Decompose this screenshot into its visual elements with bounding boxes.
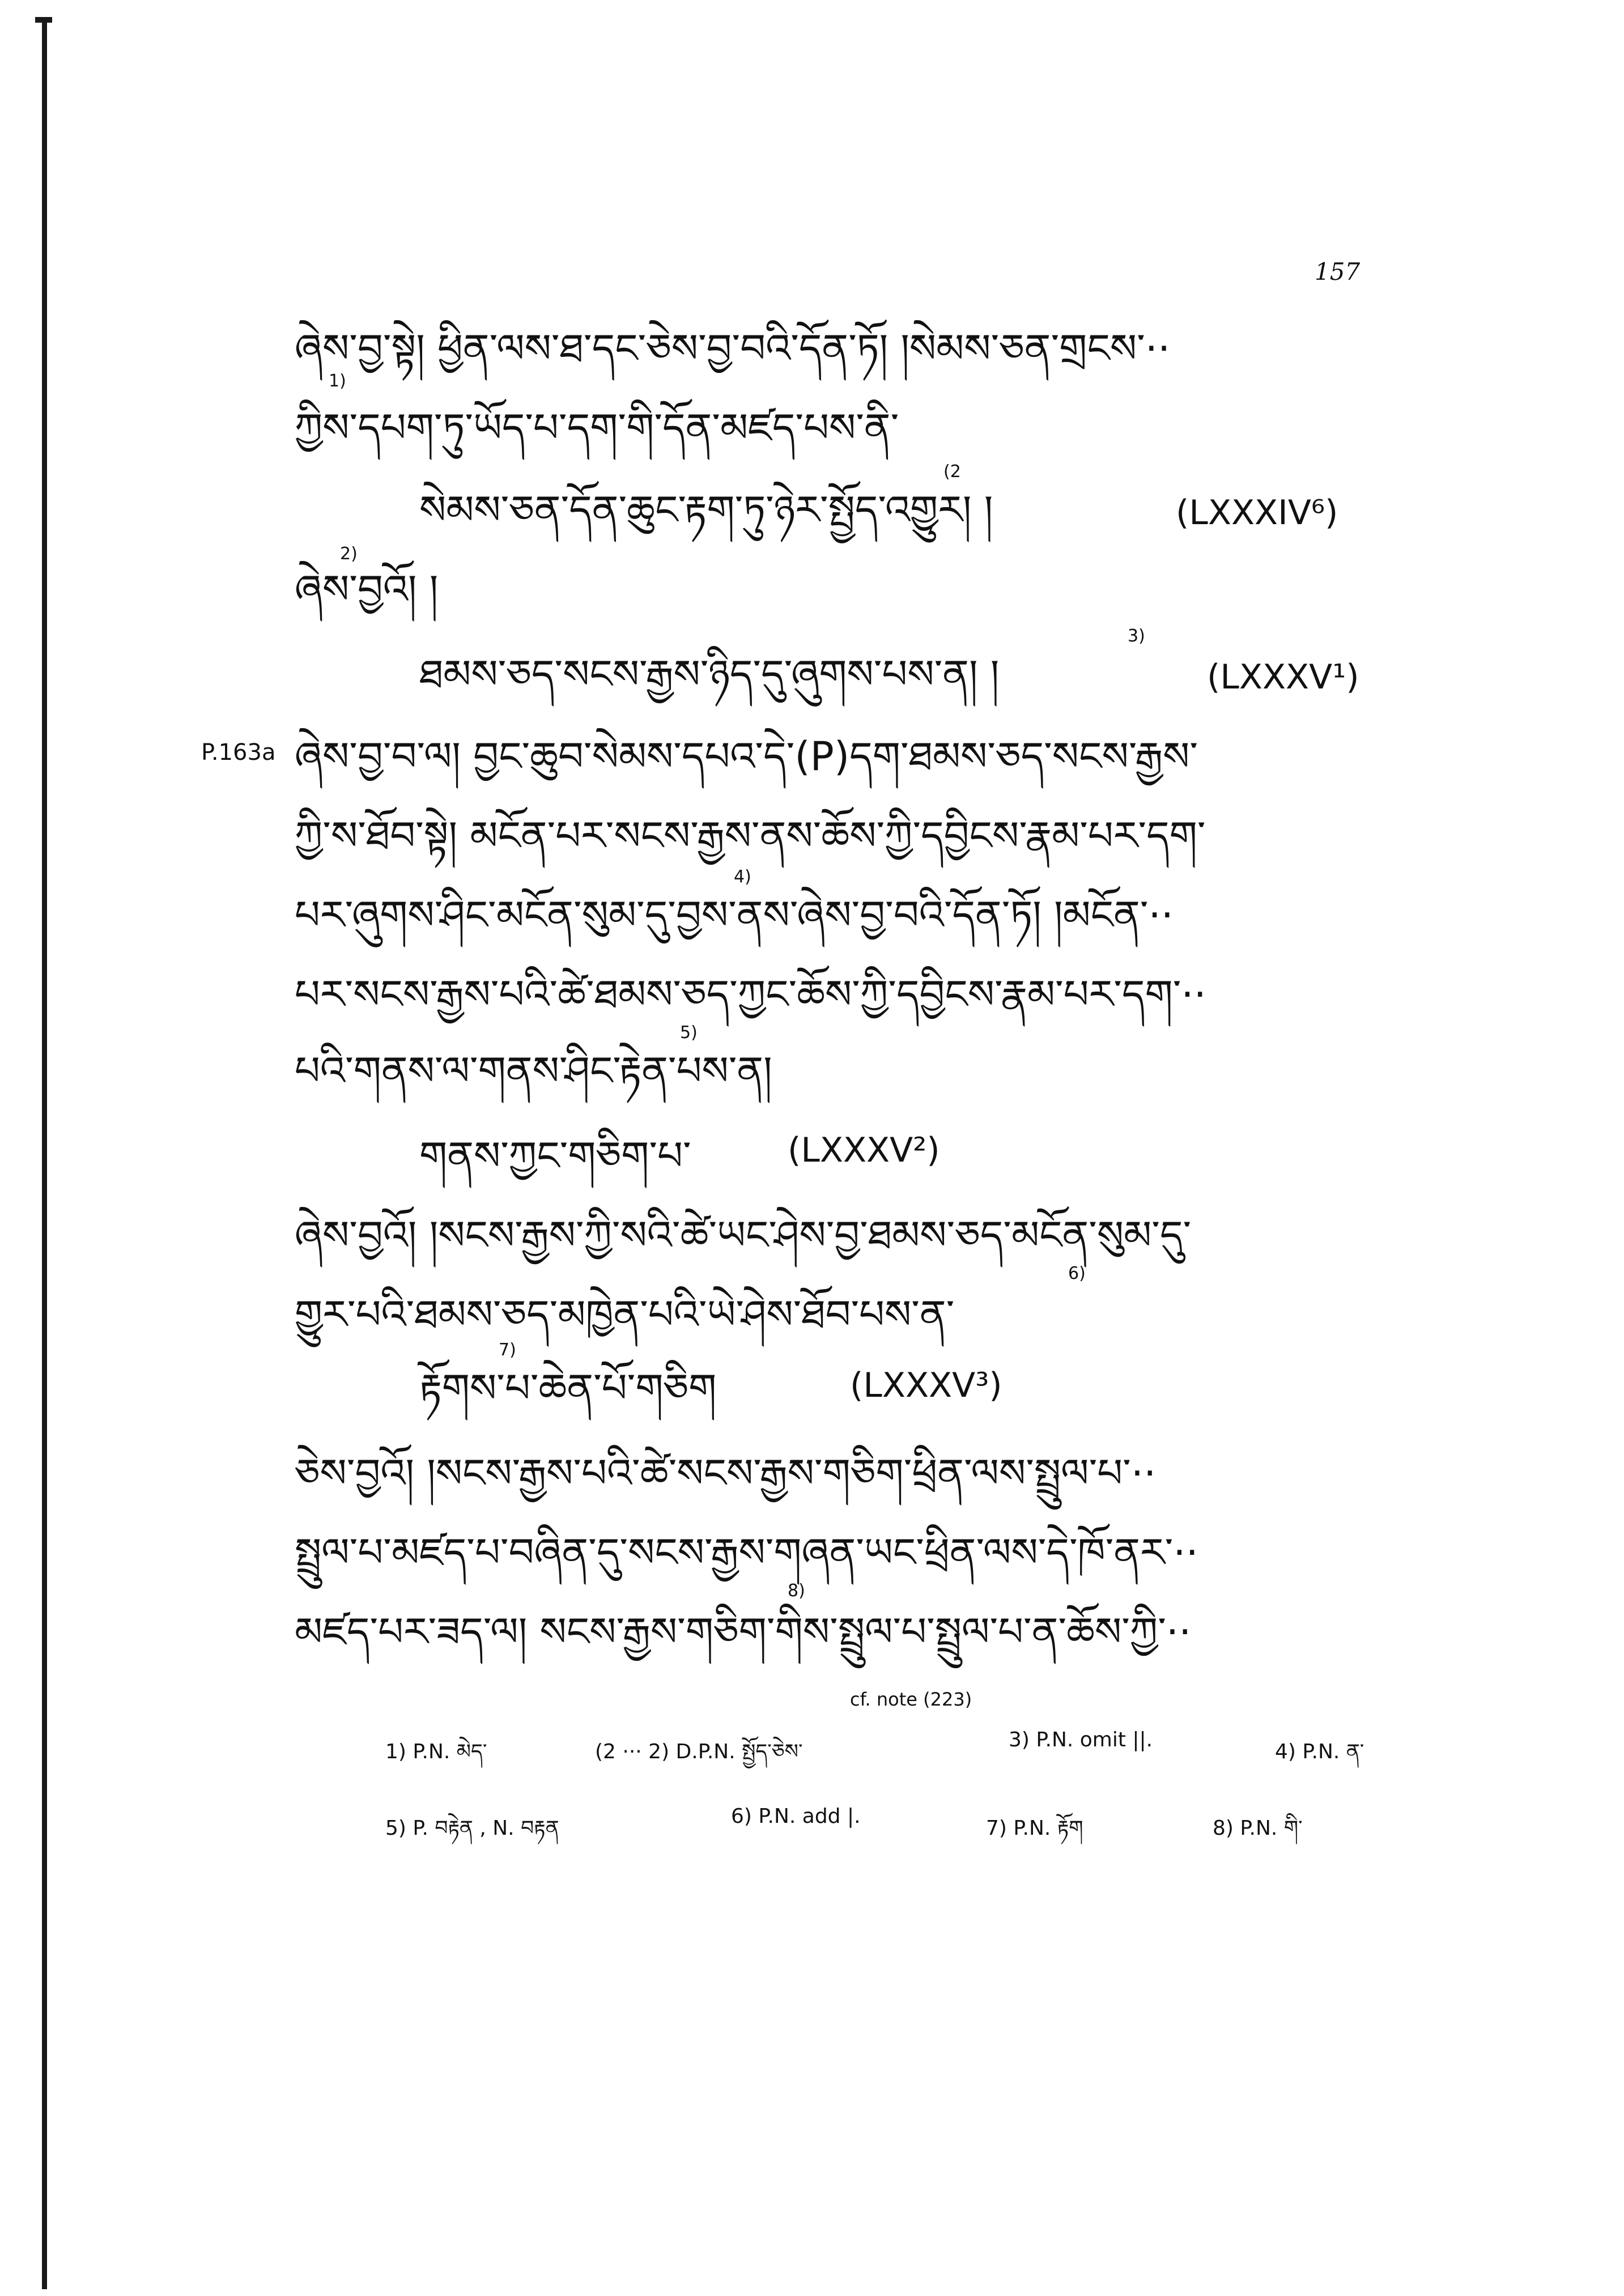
- footnote-2: (2 ··· 2) D.P.N. སྤྱོད་ཅེས་: [595, 1740, 803, 1763]
- footnote-marker-8: 8): [788, 1581, 805, 1601]
- footnote-7: 7) P.N. རྟོག: [986, 1817, 1083, 1840]
- footnote-8: 8) P.N. གི་: [1213, 1817, 1303, 1840]
- footnote-marker-4: 4): [734, 867, 751, 887]
- text-line-6: ཞེས་བྱ་བ་ལ། བྱང་ཆུབ་སེམས་དཔའ་དེ་(P)དག་ཐམས་ཅད་སངས་རྒྱས་: [295, 733, 1198, 780]
- text-line-2: ཀྱིས་དཔག་ཏུ་ཡོད་པ་དག་གི་དོན་མཛད་པས་ནི་: [295, 405, 899, 451]
- text-line-12: ཞེས་བྱའོ། །སངས་རྒྱས་ཀྱི་སའི་ཚེ་ཡང་ཤེས་བྱ་ཐམས་ཅད་མངོན་སུམ་དུ་: [295, 1212, 1192, 1258]
- section-label-lxxxv3: (LXXXV³): [850, 1366, 1002, 1405]
- text-line-16: སྤྲུལ་པ་མཛད་པ་བཞིན་དུ་སངས་རྒྱས་གཞན་ཡང་ཕྲིན་ལས་དེ་ཁོ་ནར་··: [295, 1529, 1198, 1576]
- footnote-6: 6) P.N. add |.: [731, 1805, 861, 1828]
- cf-note-reference: cf. note (223): [850, 1689, 972, 1710]
- text-line-8: པར་ཞུགས་ཤིང་མངོན་སུམ་དུ་བྱས་ནས་ཞེས་བྱ་བའི་དོན་ཏོ། །མངོན་··: [295, 892, 1174, 938]
- text-line-14: རྟོགས་པ་ཆེན་པོ་གཅིག: [419, 1365, 717, 1411]
- footnote-marker-5: 5): [680, 1023, 698, 1043]
- text-line-11: གནས་ཀྱང་གཅིག་པ་: [419, 1133, 691, 1179]
- page-number: 157: [1315, 258, 1361, 286]
- footnote-marker-3: 3): [1128, 626, 1145, 646]
- footnote-marker-2-close: 2): [340, 544, 358, 564]
- text-line-10: པའི་གནས་ལ་གནས་ཤིང་རྟེན་པས་ན།: [295, 1048, 772, 1094]
- footnote-marker-7: 7): [499, 1340, 516, 1360]
- text-line-13: གྱུར་པའི་ཐམས་ཅད་མཁྱེན་པའི་ཡེ་ཤེས་ཐོབ་པས་ན་: [295, 1291, 955, 1338]
- footnote-3: 3) P.N. omit ||.: [1009, 1728, 1153, 1751]
- text-line-7: ཀྱི་ས་ཐོབ་སྟེ། མངོན་པར་སངས་རྒྱས་ནས་ཆོས་ཀྱི་དབྱིངས་རྣམ་པར་དག་: [295, 813, 1206, 859]
- footnote-marker-1: 1): [329, 371, 346, 391]
- section-label-lxxxiv6: (LXXXIV⁶): [1176, 493, 1338, 533]
- footnote-marker-6: 6): [1068, 1264, 1086, 1283]
- footnote-5: 5) P. བརྟེན , N. བརྟན: [385, 1817, 559, 1840]
- text-line-1: ཞེས་བྱ་སྟེ། ཕྱིན་ལས་ཐ་དང་ཅེས་བྱ་བའི་དོན་ཏོ། །སེམས་ཅན་གྲངས་··: [295, 325, 1171, 372]
- text-line-5: ཐམས་ཅད་སངས་རྒྱས་ཉིད་དུ་ཞུགས་པས་ན། །: [419, 651, 1000, 698]
- footnote-1: 1) P.N. མེད་: [385, 1740, 487, 1763]
- footnote-4: 4) P.N. ན་: [1275, 1740, 1364, 1763]
- binding-edge-tick: [35, 17, 52, 23]
- footnote-marker-2-open: (2: [943, 462, 961, 482]
- text-line-4: ཞེས་བྱའོ། །: [295, 566, 439, 613]
- section-label-lxxxv1: (LXXXV¹): [1207, 657, 1359, 697]
- section-label-lxxxv2: (LXXXV²): [788, 1130, 940, 1170]
- text-line-3: སེམས་ཅན་དོན་ཆུང་རྟག་ཏུ་ཉེར་སྤྱོད་འགྱུར། །: [419, 487, 993, 533]
- binding-edge-line: [42, 17, 47, 2289]
- text-line-9: པར་སངས་རྒྱས་པའི་ཚེ་ཐམས་ཅད་ཀྱང་ཆོས་ཀྱི་དབྱིངས་རྣམ་པར་དག་··: [295, 971, 1206, 1018]
- text-line-15: ཅེས་བྱའོ། །སངས་རྒྱས་པའི་ཚེ་སངས་རྒྱས་གཅིག་ཕྲིན་ལས་སྤྲུལ་པ་··: [295, 1450, 1157, 1496]
- text-line-17: མཛད་པར་ཟད་ལ། སངས་རྒྱས་གཅིག་གིས་སྤྲུལ་པ་སྤྲུལ་པ་ན་ཆོས་ཀྱི་··: [295, 1609, 1192, 1655]
- margin-folio-reference: P.163a: [201, 739, 276, 766]
